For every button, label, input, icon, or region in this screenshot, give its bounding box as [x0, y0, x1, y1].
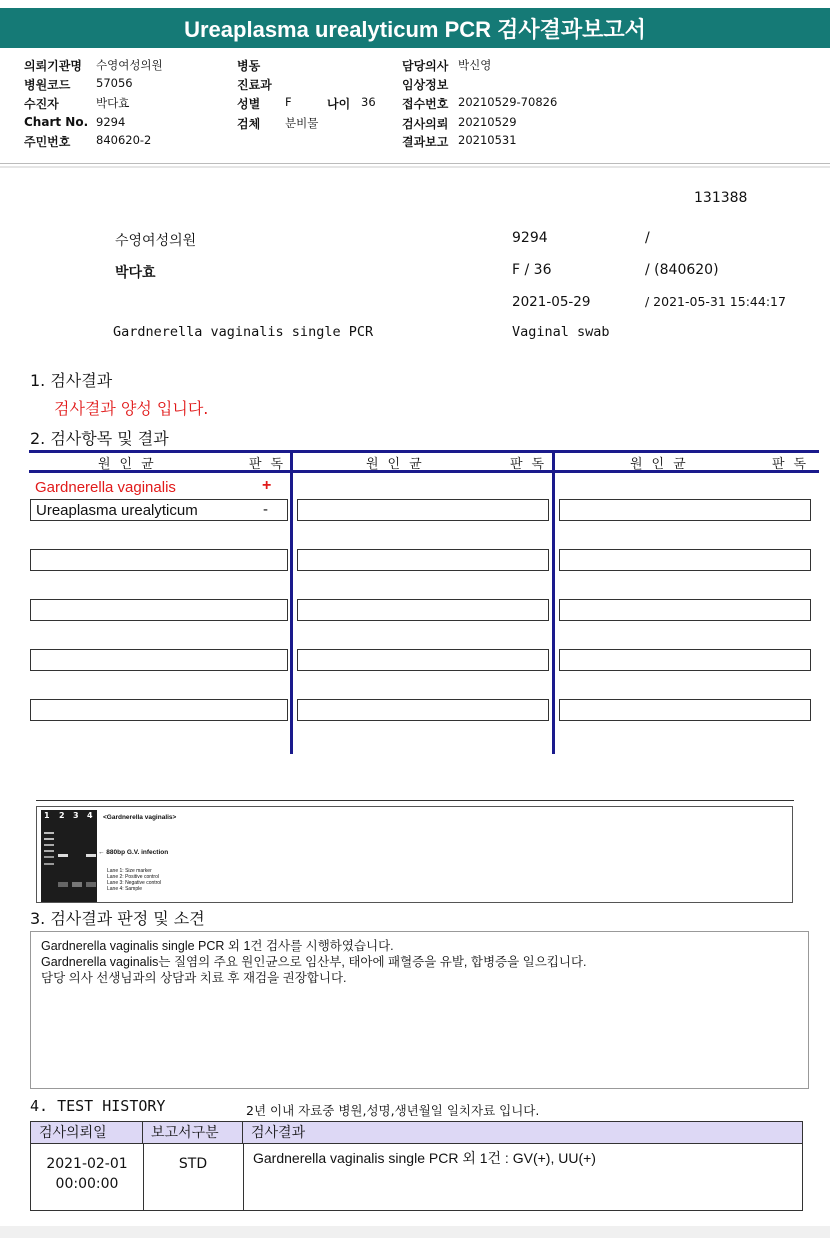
report-value: 20210531 — [458, 133, 517, 147]
req-org-value: 수영여성의원 — [96, 58, 163, 72]
receipt-value: 20210529-70826 — [458, 95, 558, 109]
history-row-type: STD — [178, 1156, 208, 1172]
gel-legend-3: Lane 3: Negative control — [107, 880, 162, 886]
history-row-date: 2021-02-01 — [46, 1156, 128, 1172]
sex-label: 성별 — [237, 97, 261, 111]
result-box — [559, 549, 811, 571]
marker-band — [44, 850, 54, 852]
section4-heading: 4. TEST HISTORY — [30, 1097, 166, 1115]
info-org: 수영여성의원 — [115, 233, 197, 249]
positive-band — [58, 854, 68, 857]
patient-label: 수진자 — [24, 97, 59, 111]
grid-col-divider-1 — [290, 450, 293, 754]
request-value: 20210529 — [458, 115, 517, 129]
gel-title: <Gardnerella vaginalis> — [103, 814, 177, 821]
col-judge-2: 판독 — [510, 457, 554, 472]
hosp-code-value: 57056 — [96, 76, 133, 90]
section1-heading: 1. 검사결과 — [30, 371, 113, 390]
info-birth: / (840620) — [645, 262, 719, 278]
marker-band — [44, 838, 54, 840]
lane-2-label: 2 — [59, 811, 65, 820]
result-row-2-name: Ureaplasma urealyticum — [36, 502, 198, 519]
chart-label: Chart No. — [24, 115, 89, 129]
result-box — [297, 599, 549, 621]
result-box — [297, 549, 549, 571]
chart-value: 9294 — [96, 115, 126, 129]
marker-band — [44, 863, 54, 865]
report-id: 131388 — [694, 190, 748, 206]
col-judge-1: 판독 — [249, 457, 293, 472]
section3-heading: 3. 검사결과 판정 및 소견 — [30, 909, 205, 928]
finding-line: Gardnerella vaginalis single PCR 외 1건 검사를 시행하였습니다. — [41, 939, 394, 953]
lane-4-label: 4 — [87, 811, 93, 820]
history-row-time: 00:00:00 — [55, 1176, 119, 1192]
history-col-type: 보고서구분 — [143, 1122, 243, 1144]
ward-label: 병동 — [237, 59, 261, 73]
marker-band — [44, 832, 54, 834]
primer-band — [86, 882, 96, 887]
doctor-label: 담당의사 — [402, 59, 449, 73]
info-req-date: 2021-05-29 — [512, 294, 591, 310]
report-label: 결과보고 — [402, 135, 449, 149]
history-col-result: 검사결과 — [243, 1122, 802, 1144]
info-report-dt: / 2021-05-31 15:44:17 — [645, 294, 786, 309]
section1-result: 검사결과 양성 입니다. — [54, 399, 209, 418]
clinical-label: 임상정보 — [402, 78, 449, 92]
gel-top-line — [36, 800, 794, 801]
gel-band-label: ← 880bp G.V. infection — [98, 849, 169, 856]
result-box — [559, 499, 811, 521]
marker-band — [44, 856, 54, 858]
finding-line: 담당 의사 선생님과의 상담과 치료 후 재검을 권장합니다. — [41, 971, 347, 985]
age-value: 36 — [361, 95, 376, 109]
gel-image — [41, 810, 97, 902]
result-box — [297, 499, 549, 521]
rrn-value: 840620-2 — [96, 133, 152, 147]
lane-3-label: 3 — [73, 811, 79, 820]
doctor-value: 박신영 — [458, 58, 492, 72]
col-organism-3: 원인균 — [630, 457, 695, 472]
history-table — [30, 1121, 803, 1211]
findings-box — [30, 931, 809, 1089]
gel-legend-1: Lane 1: Size marker — [107, 868, 152, 874]
history-col-date: 검사의뢰일 — [31, 1122, 143, 1144]
primer-band — [58, 882, 68, 887]
dept-label: 진료과 — [237, 78, 272, 92]
gel-panel — [36, 806, 793, 903]
result-box — [559, 649, 811, 671]
history-note: 2년 이내 자료중 병원,성명,생년월일 일치자료 입니다. — [246, 1103, 540, 1118]
col-organism-1: 원인균 — [98, 457, 163, 472]
specimen-label: 검체 — [237, 117, 261, 131]
header-divider-shadow — [0, 166, 830, 168]
lane-1-label: 1 — [44, 811, 50, 820]
page-bottom — [0, 1226, 830, 1238]
result-box — [30, 549, 288, 571]
result-box — [559, 699, 811, 721]
info-specimen: Vaginal swab — [512, 324, 610, 340]
patient-value: 박다효 — [96, 96, 130, 110]
marker-band — [44, 844, 54, 846]
history-divider — [143, 1144, 144, 1210]
info-chart: 9294 — [512, 230, 548, 246]
result-row-2-judge: - — [263, 501, 268, 518]
request-label: 검사의뢰 — [402, 117, 449, 131]
result-box — [297, 699, 549, 721]
info-name: 박다효 — [115, 265, 156, 281]
result-box — [30, 649, 288, 671]
receipt-label: 접수번호 — [402, 97, 449, 111]
result-box — [297, 649, 549, 671]
gel-legend-2: Lane 2: Positive control — [107, 874, 159, 880]
info-slash: / — [645, 230, 650, 246]
rrn-label: 주민번호 — [24, 135, 71, 149]
age-label: 나이 — [327, 97, 351, 111]
sex-value: F — [285, 95, 292, 109]
report-title: Ureaplasma urealyticum PCR 검사결과보고서 — [0, 8, 830, 48]
result-row-1-judge: + — [262, 477, 272, 494]
req-org-label: 의뢰기관명 — [24, 59, 82, 73]
col-organism-2: 원인균 — [366, 457, 431, 472]
grid-col-divider-2 — [552, 450, 555, 754]
hosp-code-label: 병원코드 — [24, 78, 71, 92]
result-row-1-name: Gardnerella vaginalis — [35, 479, 176, 496]
sample-band — [86, 854, 96, 857]
info-test: Gardnerella vaginalis single PCR — [113, 324, 374, 340]
result-box — [30, 599, 288, 621]
primer-band — [72, 882, 82, 887]
info-sex-age: F / 36 — [512, 262, 552, 278]
history-row-result: Gardnerella vaginalis single PCR 외 1건 : GV(+), UU(+) — [253, 1150, 596, 1166]
finding-line: Gardnerella vaginalis는 질염의 주요 원인균으로 임산부, 태아에 패혈증을 유발, 합병증을 일으킵니다. — [41, 955, 587, 969]
section2-heading: 2. 검사항목 및 결과 — [30, 429, 169, 448]
history-divider — [243, 1144, 244, 1210]
header-divider — [0, 163, 830, 164]
gel-legend-4: Lane 4: Sample — [107, 886, 143, 892]
result-box — [559, 599, 811, 621]
specimen-value: 분비물 — [285, 116, 319, 130]
col-judge-3: 판독 — [772, 457, 816, 472]
result-box — [30, 699, 288, 721]
